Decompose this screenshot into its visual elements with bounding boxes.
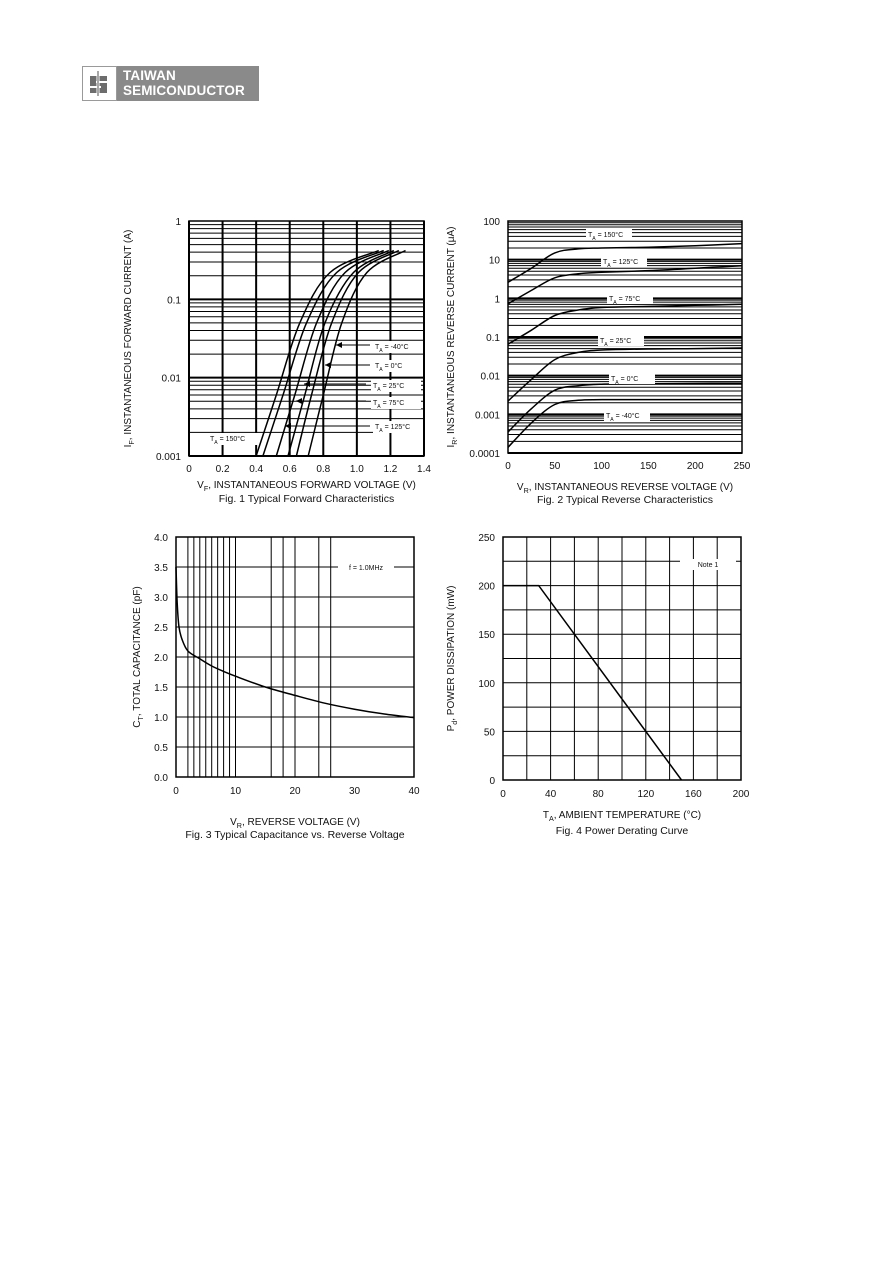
- fig3-y-tick-label: 0.5: [154, 743, 168, 754]
- fig4-chart: [446, 533, 750, 837]
- fig3-y-tick-label: 3.5: [154, 563, 168, 574]
- fig3-x-tick-label: 20: [289, 786, 301, 797]
- fig4-y-tick-label: 200: [478, 581, 495, 593]
- fig4-x-axis-label: $T_A$, AMBIENT TEMPERATURE (°C): [542, 810, 702, 823]
- fig2-series-4-line: [508, 383, 742, 432]
- fig2-y-tick-label: 0.0001: [469, 449, 500, 460]
- fig1-series-4-arrowhead-icon: [325, 362, 331, 368]
- fig3-caption: Fig. 3 Typical Capacitance vs. Reverse Voltage: [185, 829, 405, 841]
- fig2-series-3-label: $T_A = 25^\circ C$: [600, 338, 632, 348]
- fig3-y-tick-label: 3.0: [154, 593, 168, 604]
- fig1-x-tick-label: 0.4: [249, 464, 264, 475]
- fig2-x-tick-label: 100: [593, 461, 610, 472]
- fig1-y-tick-label: 0.1: [167, 295, 181, 307]
- fig2-y-tick-label: 0.001: [474, 410, 500, 422]
- fig1-x-tick-label: 0.8: [316, 464, 331, 475]
- fig3-y-tick-label: 2.5: [154, 623, 168, 634]
- fig1-series-4-label: $T_A = 0^\circ C$: [375, 363, 403, 373]
- fig2-series-5-line: [508, 400, 742, 448]
- fig4-y-tick-label: 100: [478, 678, 495, 690]
- fig4-annotation: Note 1: [697, 562, 719, 569]
- fig1-x-tick-label: 0: [186, 464, 192, 475]
- fig2-series-1-label: $T_A = 125^\circ C$: [603, 259, 639, 269]
- fig2-x-tick-label: 150: [640, 461, 657, 472]
- fig4-y-tick-label: 150: [478, 630, 495, 642]
- fig3-x-tick-label: 30: [348, 786, 361, 797]
- fig3-annotation: f = 1.0MHz: [348, 565, 384, 572]
- fig4-y-tick-label: 0: [489, 776, 495, 787]
- fig3-y-tick-label: 0.0: [154, 773, 168, 784]
- fig2-series-2-label: $T_A = 75^\circ C$: [609, 296, 641, 306]
- fig2-series-4-label: $T_A = 0^\circ C$: [611, 376, 639, 386]
- fig1-x-tick-label: 0.2: [215, 464, 230, 475]
- fig2-y-tick-label: 10: [488, 255, 500, 267]
- fig1-y-tick-label: 0.01: [161, 373, 181, 385]
- fig3-x-tick-label: 0: [173, 786, 179, 797]
- fig1-y-tick-label: 0.001: [155, 452, 181, 463]
- fig3-y-tick-label: 2.0: [154, 653, 168, 664]
- fig2-x-tick-label: 250: [733, 461, 751, 472]
- fig4-caption: Fig. 4 Power Derating Curve: [555, 825, 689, 837]
- fig1-x-axis-label: $V_F$, INSTANTANEOUS FORWARD VOLTAGE (V): [197, 480, 416, 493]
- fig2-y-tick-label: 100: [483, 217, 500, 228]
- fig1-chart: [123, 217, 431, 505]
- fig3-y-axis-label: $C_T$, TOTAL CAPACITANCE (pF): [132, 586, 145, 728]
- fig4-x-tick-label: 0: [500, 789, 506, 800]
- logo-line-1: TAIWAN: [123, 68, 176, 83]
- fig3-x-tick-label: 10: [229, 786, 242, 797]
- fig2-caption: Fig. 2 Typical Reverse Characteristics: [536, 494, 714, 506]
- fig1-x-tick-label: 1.0: [349, 464, 364, 475]
- fig1-y-axis-label: $I_F$, INSTANTANEOUS FORWARD CURRENT (A): [123, 229, 136, 448]
- fig2-series-5-label: $T_A = -40^\circ C$: [606, 413, 640, 423]
- fig1-x-tick-label: 1.4: [417, 464, 431, 475]
- fig1-plot-frame: [189, 221, 424, 456]
- fig1-caption: Fig. 1 Typical Forward Characteristics: [218, 493, 395, 505]
- fig4-y-axis-label: $P_d$, POWER DISSIPATION (mW): [446, 585, 459, 732]
- fig2-x-tick-label: 200: [686, 461, 704, 472]
- fig1-x-tick-label: 1.2: [383, 464, 398, 475]
- fig3-x-axis-label: $V_R$, REVERSE VOLTAGE (V): [230, 817, 360, 830]
- fig1-series-5-label: $T_A = -40^\circ C$: [375, 344, 409, 354]
- fig2-series-0-label: $T_A = 150^\circ C$: [588, 232, 624, 242]
- fig2-y-tick-label: 0.1: [486, 333, 500, 344]
- fig1-series-5-arrowhead-icon: [336, 342, 342, 348]
- fig2-x-tick-label: 50: [549, 461, 561, 472]
- fig2-x-tick-label: 0: [505, 461, 511, 472]
- fig3-y-tick-label: 1.5: [154, 683, 168, 694]
- fig1-series-1-label: $T_A = 125^\circ C$: [375, 424, 411, 434]
- fig1-series-3-label: $T_A = 25^\circ C$: [373, 383, 405, 393]
- fig4-x-tick-label: 120: [637, 789, 655, 800]
- fig2-y-axis-label: $I_R$, INSTANTANEOUS REVERSE CURRENT (μA): [446, 226, 459, 448]
- fig4-x-tick-label: 80: [592, 789, 604, 800]
- fig4-x-tick-label: 200: [732, 789, 750, 800]
- fig4-y-tick-label: 250: [478, 533, 495, 544]
- fig3-x-tick-label: 40: [408, 786, 420, 797]
- fig2-y-tick-label: 0.01: [480, 371, 500, 383]
- fig2-x-axis-label: $V_R$, INSTANTANEOUS REVERSE VOLTAGE (V): [516, 482, 734, 495]
- fig2-y-tick-label: 1: [494, 294, 500, 306]
- fig1-y-tick-label: 1: [175, 217, 181, 228]
- fig1-series-2-label: $T_A = 75^\circ C$: [373, 400, 405, 410]
- fig4-x-tick-label: 40: [545, 789, 557, 800]
- fig1-x-tick-label: 0.6: [282, 464, 297, 475]
- fig4-x-tick-label: 160: [685, 789, 702, 800]
- fig4-y-tick-label: 50: [483, 727, 495, 739]
- fig3-chart: [132, 533, 420, 841]
- fig3-y-tick-label: 1.0: [154, 713, 168, 724]
- fig3-y-tick-label: 4.0: [154, 533, 168, 544]
- fig2-chart: [446, 217, 751, 506]
- fig1-series-2-arrowhead-icon: [296, 398, 302, 404]
- fig1-series-0-label: $T_A = 150^\circ C$: [210, 436, 246, 446]
- logo-line-2: SEMICONDUCTOR: [123, 83, 245, 98]
